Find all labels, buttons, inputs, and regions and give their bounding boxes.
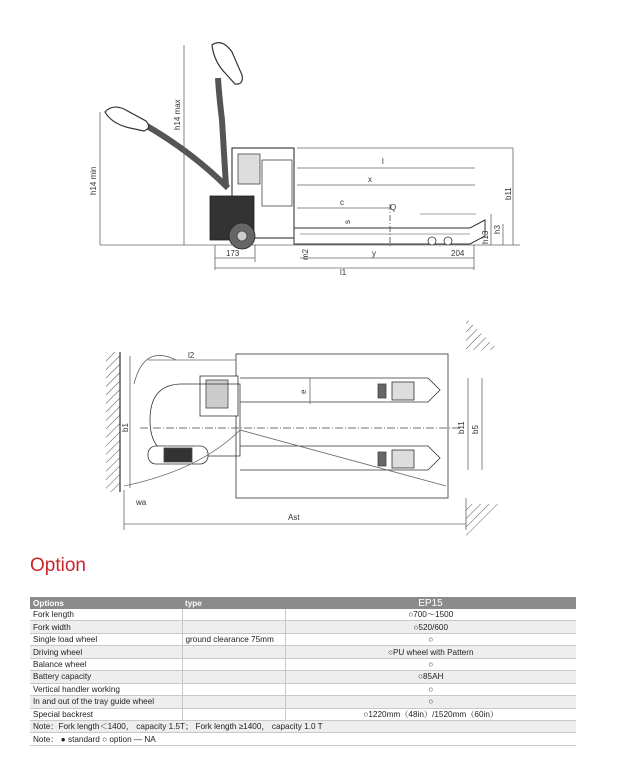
dim-173: 173 — [226, 249, 240, 258]
dim-204: 204 — [451, 249, 465, 258]
dim-m2: m2 — [301, 248, 310, 260]
dim-c: c — [340, 198, 344, 207]
header-model: EP15 — [285, 597, 576, 609]
header-options: Options — [30, 597, 182, 609]
table-note-row — [30, 720, 576, 732]
dim-b11-top: b11 — [457, 421, 466, 434]
row-type — [182, 646, 285, 658]
row-value: ○ — [285, 683, 576, 695]
options-table — [30, 597, 576, 746]
dim-b1: b1 — [121, 423, 130, 432]
row-value: ○85AH — [285, 671, 576, 683]
row-type — [182, 658, 285, 670]
row-value: ○700～1500 — [285, 609, 576, 621]
option-title: Option — [30, 555, 86, 576]
row-value: ○ — [285, 633, 576, 645]
row-option: Driving wheel — [30, 646, 182, 658]
dim-x: x — [368, 175, 372, 184]
note-capacity: Note：Fork length＜1400， capacity 1.5T； Fork length ≥1400， capacity 1.0 T — [30, 720, 576, 732]
row-option: Vertical handler working — [30, 683, 182, 695]
dim-h14-min: h14 min — [89, 166, 98, 195]
dim-s: s — [343, 220, 352, 224]
table-row — [30, 671, 576, 683]
row-value: ○1220mm（48in）/1520mm（60in） — [285, 708, 576, 720]
dim-ast: Ast — [288, 513, 300, 522]
table-row — [30, 658, 576, 670]
dim-y: y — [372, 249, 376, 258]
row-value: ○ — [285, 658, 576, 670]
row-option: Fork length — [30, 609, 182, 621]
row-value: ○ — [285, 696, 576, 708]
dim-h14-max: h14 max — [173, 99, 182, 130]
note-legend: Note： ● standard ○ option — NA — [30, 733, 576, 745]
row-value: ○520/600 — [285, 621, 576, 633]
dim-e: e — [299, 389, 308, 394]
side-view-drawing — [0, 0, 638, 300]
row-type: ground clearance 75mm — [182, 633, 285, 645]
table-row — [30, 646, 576, 658]
dim-q: Q — [390, 203, 397, 212]
dim-l2: l2 — [188, 351, 195, 360]
dim-b5: b5 — [471, 425, 480, 434]
dim-b11-side: b11 — [504, 187, 513, 200]
table-header-row — [30, 597, 576, 609]
table-row — [30, 633, 576, 645]
row-type — [182, 683, 285, 695]
table-row — [30, 708, 576, 720]
table-note-row — [30, 733, 576, 745]
row-type — [182, 671, 285, 683]
dim-h3: h3 — [493, 225, 502, 234]
row-type — [182, 708, 285, 720]
dim-h13: h13 — [481, 230, 490, 244]
row-option: Balance wheel — [30, 658, 182, 670]
row-type — [182, 621, 285, 633]
row-type — [182, 609, 285, 621]
row-option: Single load wheel — [30, 633, 182, 645]
dim-l1: l1 — [340, 268, 347, 277]
table-row — [30, 696, 576, 708]
header-type: type — [182, 597, 285, 609]
row-type — [182, 696, 285, 708]
row-option: Special backrest — [30, 708, 182, 720]
dim-l: l — [382, 157, 384, 166]
table-row — [30, 621, 576, 633]
table-row — [30, 609, 576, 621]
row-value: ○PU wheel with Pattern — [285, 646, 576, 658]
dim-wa: wa — [136, 498, 147, 507]
row-option: In and out of the tray guide wheel — [30, 696, 182, 708]
row-option: Fork width — [30, 621, 182, 633]
top-view-drawing — [0, 300, 638, 540]
table-row — [30, 683, 576, 695]
row-option: Battery capacity — [30, 671, 182, 683]
